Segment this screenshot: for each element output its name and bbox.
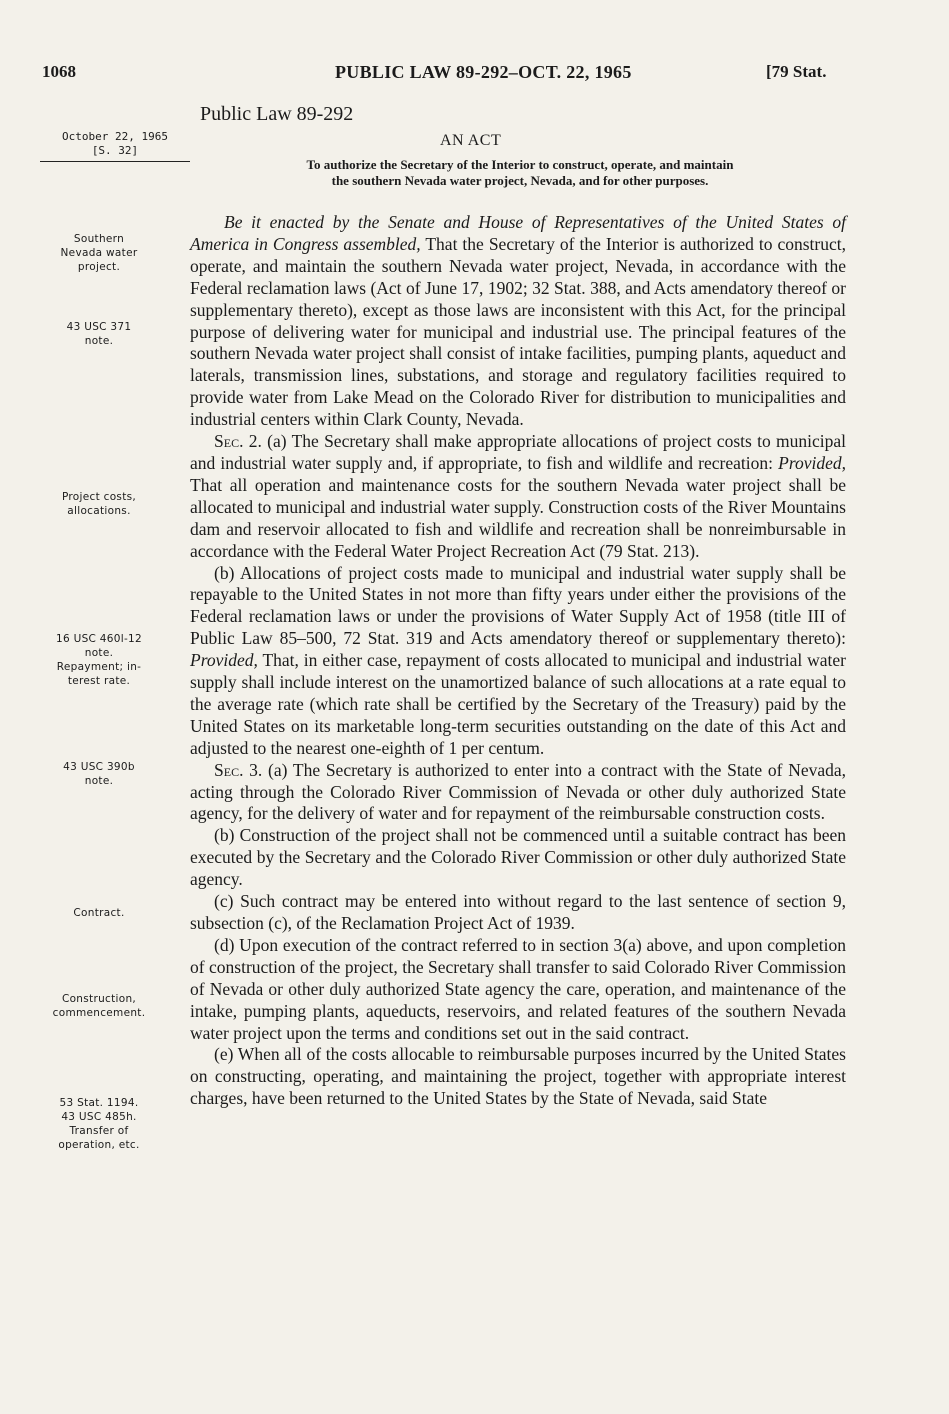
purpose-line: the southern Nevada water project, Nevada, and for other purposes. (331, 173, 709, 188)
page-header (0, 62, 949, 86)
enacting-paragraph (190, 212, 846, 431)
enacting-clause: Be it enacted by the Senate and House of Representatives of the United States of America in Congress assembled, (190, 212, 846, 254)
margin-note-line: allocations. (67, 505, 131, 517)
margin-note-line: Nevada water (60, 247, 138, 259)
margin-note-southern-nevada (34, 232, 164, 274)
proviso: Provided, (778, 452, 846, 473)
divider-rule (40, 161, 190, 162)
margin-note-contract (34, 906, 164, 920)
section-3a (190, 760, 846, 826)
margin-note-43usc390b (34, 760, 164, 788)
margin-note-line: project. (77, 261, 121, 273)
enactment-date-note (40, 130, 190, 158)
an-act-heading: AN ACT (440, 132, 502, 149)
margin-note-line: Project costs, (61, 491, 137, 503)
section-3d: (d) Upon execution of the contract referred to in section 3(a) above, and upon completion of construction of the project, the Secretary shall transfer to said Colorado River Commission of Nevada or other duly authorized State agency the care, operation, and maintenance of the intake, pumping plants, aqueducts, reservoirs, and related features of the southern Nevada water project upon the terms and conditions set out in the said contract. (190, 934, 846, 1043)
section-2a-text: (a) The Secretary shall make appropriate allocations of project costs to municipal and industrial water supply and, if appropriate, to fish and wildlife and recreation: (190, 431, 846, 473)
margin-note-line: terest rate. (67, 675, 131, 687)
margin-note-line: 53 Stat. 1194. (59, 1097, 139, 1109)
margin-note-construction (34, 992, 164, 1020)
section-3e: (e) When all of the costs allocable to reimbursable purposes incurred by the United States on constructing, operating, and maintaining the project, together with appropriate interest charges, have been returned to the United States by the State of Nevada, said State (190, 1044, 846, 1109)
margin-note-project-costs (34, 490, 164, 518)
section-2b-text-continued: That, in either case, repayment of costs allocated to municipal and industrial water supply shall include interest on the unamortized balance of such allocations at a rate equal to the average rate (which rate shall be certified by the Secretary of the Treasury) paid by the United States on its marketable long-term securities outstanding on the date of this Act and adjusted to the nearest one-eighth of 1 per centum. (190, 650, 847, 758)
section-3a-text: (a) The Secretary is authorized to enter into a contract with the State of Nevada, acting through the Colorado River Commission of Nevada or other duly authorized State agency, for the delivery of water and for repayment of the reimbursable construction costs. (190, 759, 847, 824)
page-number: 1068 (42, 62, 76, 81)
section-2b (190, 563, 846, 760)
statute-volume: [79 Stat. (766, 62, 827, 81)
public-law-title: Public Law 89-292 (200, 103, 354, 125)
enactment-date: October 22, 1965 (62, 130, 168, 143)
margin-note-line: 43 USC 485h. (61, 1111, 137, 1123)
margin-note-line: 16 USC 460l-12 (55, 633, 143, 645)
proviso: Provided, (190, 650, 258, 671)
section-label: Sec. 3. (214, 759, 263, 780)
section-2a-text-continued: That all operation and maintenance costs for the southern Nevada water project shall be allocated to municipal and industrial water supply. Construction costs of the River Mountains dam and reservoir allocated to fish and wildlife and recreation shall be nonreimbursable in accordance with the Federal Water Project Recreation Act (79 Stat. 213). (190, 474, 846, 561)
margin-note-line: note. (84, 775, 114, 787)
margin-note-line: note. (84, 647, 114, 659)
margin-note-transfer (34, 1096, 164, 1152)
margin-note-line: commencement. (52, 1007, 146, 1019)
margin-note-16usc460l (34, 632, 164, 660)
senate-bill-number: [S. 32] (91, 144, 139, 157)
section-2a (190, 431, 846, 562)
margin-note-line: Transfer of (69, 1125, 129, 1137)
margin-note-line: Repayment; in- (56, 661, 142, 673)
margin-note-line: Contract. (73, 907, 125, 919)
margin-note-43usc371 (34, 320, 164, 348)
margin-note-line: note. (84, 335, 114, 347)
margin-note-line: operation, etc. (58, 1139, 140, 1151)
margin-note-line: 43 USC 371 (66, 321, 132, 333)
section-3b: (b) Construction of the project shall not be commenced until a suitable contract has been executed by the Secretary and the Colorado River Commission or other duly authorized State agency. (190, 825, 846, 890)
purpose-line: To authorize the Secretary of the Interior to construct, operate, and maintain (306, 157, 734, 172)
act-purpose (190, 157, 850, 189)
margin-note-line: 43 USC 390b (63, 761, 135, 773)
margin-note-repayment (34, 660, 164, 688)
margin-note-line: Construction, (61, 993, 137, 1005)
section-3c: (c) Such contract may be entered into without regard to the last sentence of section 9, subsection (c), of the Reclamation Project Act of 1939. (190, 891, 846, 933)
section-label: Sec. 2. (214, 431, 262, 452)
margin-note-line: Southern (73, 233, 125, 245)
section-1-text: That the Secretary of the Interior is authorized to construct, operate, and maintain the southern Nevada water project, Nevada, in accordance with the Federal reclamation laws (Act of June 17, 1902; 32 Stat. 388, and Acts amendatory thereof or supplementary thereto), except as those laws are inconsistent with this Act, for the principal purpose of delivering water for municipal and industrial use. The principal features of the southern Nevada water project shall consist of intake facilities, pumping plants, aqueduct and laterals, transmission lines, substations, and storage and regulatory facilities required to provide water from Lake Mead on the Colorado River for distribution to municipalities and industrial centers within Clark County, Nevada. (190, 233, 847, 430)
act-body (190, 212, 846, 1110)
section-2b-text: (b) Allocations of project costs made to municipal and industrial water supply shall be repayable to the United States in not more than fifty years under either the provisions of the Federal reclamation laws or under the provisions of Water Supply Act of 1958 (title III of Public Law 85–500, 72 Stat. 319 and Acts amendatory thereof or supplementary thereto): (190, 562, 846, 649)
running-head: PUBLIC LAW 89-292–OCT. 22, 1965 (335, 62, 632, 82)
